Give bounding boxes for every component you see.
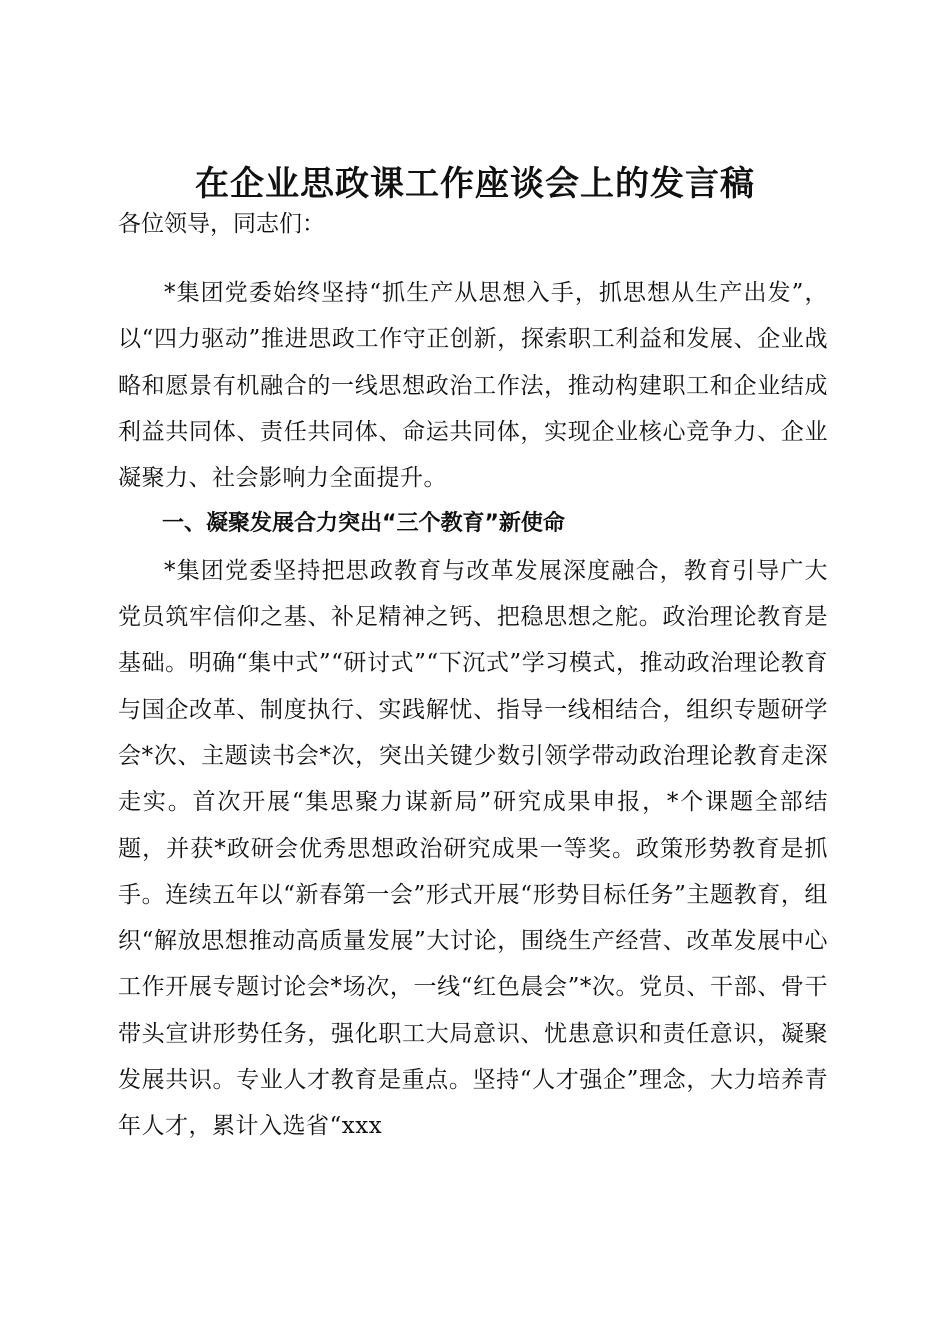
section-heading: 一、凝聚发展合力突出“三个教育”新使命	[162, 511, 565, 537]
document-body	[118, 270, 828, 1150]
intro-paragraph: *集团党委始终坚持“抓生产从思想入手，抓思想从生产出发”，以“四力驱动”推进思政工作守正创新，探索职工利益和发展、企业战略和愿景有机融合的一线思想政治工作法，推动构建职工和企业结成利益共同体、责任共同体、命运共同体，实现企业核心竞争力、企业凝聚力、社会影响力全面提升。	[118, 280, 828, 492]
document-title: 在企业思政课工作座谈会上的发言稿	[195, 163, 755, 204]
greeting: 各位领导，同志们：	[118, 211, 325, 237]
section-body-paragraph: *集团党委坚持把思政教育与改革发展深度融合，教育引导广大党员筑牢信仰之基、补足精神之钙、把稳思想之舵。政治理论教育是基础。明确“集中式”“研讨式”“下沉式”学习模式，推动政治理论教育与国企改革、制度执行、实践解忧、指导一线相结合，组织专题研学会*次、主题读书会*次，突出关键少数引领学带动政治理论教育走深走实。首次开展“集思聚力谋新局”研究成果申报，*个课题全部结题，并获*政研会优秀思想政治研究成果一等奖。政策形势教育是抓手。连续五年以“新春第一会”形式开展“形势目标任务”主题教育，组织“解放思想推动高质量发展”大讨论，围绕生产经营、改革发展中心工作开展专题讨论会*场次，一线“红色晨会”*次。党员、干部、骨干带头宣讲形势任务，强化职工大局意识、忧患意识和责任意识，凝聚发展共识。专业人才教育是重点。坚持“人才强企”理念，大力培养青年人才，累计入选省“xxx	[118, 557, 828, 1140]
